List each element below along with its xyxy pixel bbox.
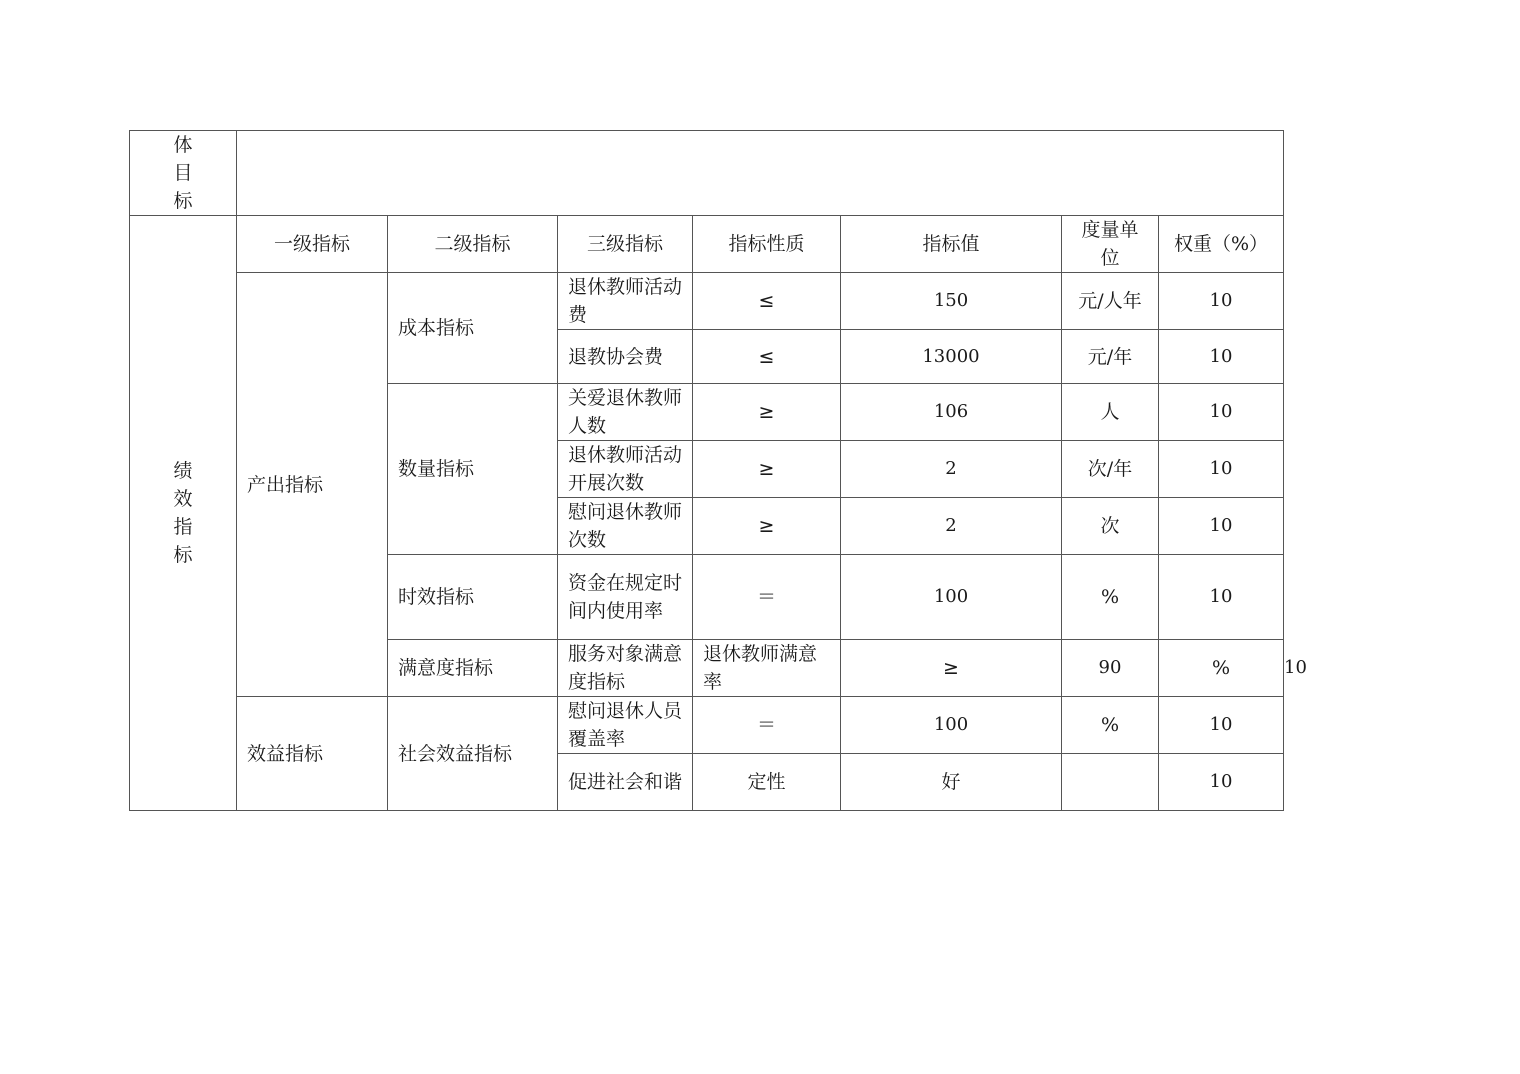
level1-satisfaction: 满意度指标 [388,640,558,697]
weight-cell: 10 [1159,384,1284,441]
weight-cell: 10 [1159,555,1284,640]
overall-goal-label-char: 体 [173,134,193,156]
level2-social-benefit: 社会效益指标 [388,697,558,811]
nature-cell: ≥ [693,384,841,441]
level1-output: 产出指标 [237,273,388,697]
level1-benefit: 效益指标 [237,697,388,811]
table-row [130,697,1284,754]
value-cell: 100 [841,697,1062,754]
nature-cell: ≥ [693,441,841,498]
level2-cost: 成本指标 [388,273,558,384]
nature-cell: 定性 [693,754,841,811]
weight-cell: 10 [1159,330,1284,384]
value-cell: 2 [841,498,1062,555]
header-level3: 三级指标 [558,216,693,273]
value-cell: 100 [841,555,1062,640]
unit-cell: % [1062,555,1159,640]
level3-cell: 退教协会费 [558,330,693,384]
level2-service-satisfaction: 服务对象满意度指标 [558,640,693,697]
level3-cell: 退休教师活动费 [558,273,693,330]
overall-goal-row [130,131,1284,216]
weight-cell: 10 [1159,498,1284,555]
header-nature: 指标性质 [693,216,841,273]
section-label-char: 绩 [173,460,193,482]
nature-cell: ≥ [841,640,1062,697]
unit-cell: 次 [1062,498,1159,555]
unit-cell [1062,754,1159,811]
level3-cell: 退休教师满意率 [693,640,841,697]
section-label-char: 效 [173,488,193,510]
weight-cell: 10 [1159,273,1284,330]
performance-indicator-table [129,130,1307,811]
header-row [130,216,1284,273]
level2-quantity: 数量指标 [388,384,558,555]
unit-cell: 人 [1062,384,1159,441]
weight-cell: 10 [1159,754,1284,811]
value-cell: 2 [841,441,1062,498]
nature-cell: ≥ [693,498,841,555]
value-cell: 150 [841,273,1062,330]
unit-cell: % [1062,697,1159,754]
level3-cell: 慰问退休教师次数 [558,498,693,555]
level2-timeliness: 时效指标 [388,555,558,640]
value-cell: 13000 [841,330,1062,384]
header-value: 指标值 [841,216,1062,273]
section-label-char: 指 [173,516,193,538]
unit-cell: % [1159,640,1284,697]
table-row: 满意度指标 服务对象满意度指标 退休教师满意率 ≥ 90 % 10 [130,640,1284,697]
overall-goal-label-char: 标 [173,190,193,212]
value-cell: 好 [841,754,1062,811]
header-unit: 度量单位 [1062,216,1159,273]
level3-cell: 退休教师活动开展次数 [558,441,693,498]
overall-goal-content [237,131,1284,216]
overall-goal-label-char: 目 [173,162,193,184]
nature-cell: ≤ [693,273,841,330]
value-cell: 90 [1062,640,1159,697]
performance-indicator-section-label [130,216,237,811]
header-level2: 二级指标 [388,216,558,273]
header-level1: 一级指标 [237,216,388,273]
unit-cell: 元/年 [1062,330,1159,384]
weight-cell: 10 [1159,697,1284,754]
value-cell: 106 [841,384,1062,441]
nature-cell: ≤ [693,330,841,384]
unit-cell: 次/年 [1062,441,1159,498]
table-row [130,273,1284,330]
unit-cell: 元/人年 [1062,273,1159,330]
level3-cell: 慰问退休人员覆盖率 [558,697,693,754]
nature-cell: ＝ [693,697,841,754]
weight-cell: 10 [1159,441,1284,498]
section-label-char: 标 [173,544,193,566]
level3-cell: 促进社会和谐 [558,754,693,811]
level3-cell: 资金在规定时间内使用率 [558,555,693,640]
overall-goal-label [130,131,237,216]
header-weight: 权重（%） [1159,216,1284,273]
nature-cell: ＝ [693,555,841,640]
level3-cell: 关爱退休教师人数 [558,384,693,441]
